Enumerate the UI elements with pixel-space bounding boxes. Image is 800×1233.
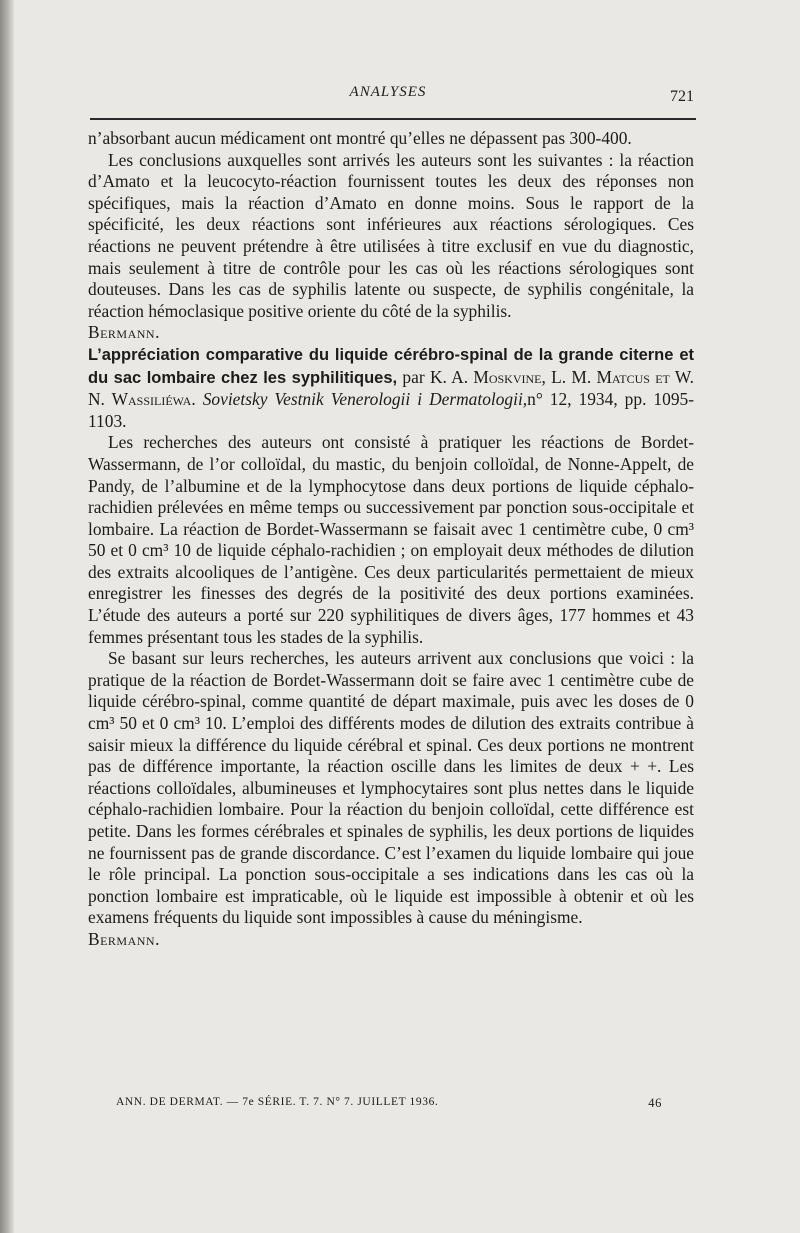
running-title: ANALYSES xyxy=(349,84,427,100)
journal-name: Sovietsky Vestnik Venerologii i Dermatologii, xyxy=(202,389,528,410)
footer-signature-mark: 46 xyxy=(648,1096,662,1110)
signature: Bermann. xyxy=(88,928,160,949)
article-heading xyxy=(88,344,694,432)
paragraph-conclusions: Les conclusions auxquelles sont arrivés les auteurs sont les suivantes : la réaction d’Amato et la leucocyto-réaction fournissent toutes les deux des réponses non spécifiques, mais la réaction d’Amato en donne moins. Sous le rapport de la spécificité, les deux réactions sont inférieures aux réactions sérologiques. Ces réactions ne peuvent prétendre à être utilisées à titre exclusif en vue du diagnostic, mais seulement à titre de contrôle pour les cas où les réactions sérologiques sont douteuses. Dans les cas de syphilis latente ou suspecte, de syphilis congénitale, la réaction hémoclasique positive oriente du côté de la syphilis. xyxy=(88,149,694,321)
paragraph-continued: n’absorbant aucun médicament ont montré qu’elles ne dépassent pas 300-400. xyxy=(88,128,632,148)
article-authors: K. A. Moskvine, L. M. Matcus et W. N. Wassiliéwa. xyxy=(88,366,695,410)
paragraph-methods: Les recherches des auteurs ont consisté à pratiquer les réactions de Bordet-Wassermann, de l’or colloïdal, du mastic, du benjoin colloïdal, de Nonne-Appelt, de Pandy, de l’albumine et de la lymphocytose dans deux portions de liquide céphalo-rachidien prélevées en même temps ou successivement par ponction sous-occipitale et lombaire. La réaction de Bordet-Wassermann se faisait avec 1 centimètre cube, 0 cm³ 50 et 0 cm³ 10 de liquide céphalo-rachidien ; on employait deux méthodes de dilution des extraits alcooliques de l’antigène. Ces deux particularités permettaient de mieux enregistrer les finesses des degrés de la positivité des deux portions examinées. L’étude des auteurs a porté sur 220 syphilitiques de divers âges, 177 hommes et 43 femmes présentant tous les stades de la syphilis. xyxy=(88,432,694,647)
page-number: 721 xyxy=(670,88,694,105)
header-rule xyxy=(90,118,696,120)
page-footer xyxy=(116,1096,662,1108)
paragraph-results: Se basant sur leurs recherches, les auteurs arrivent aux conclusions que voici : la pratique de la réaction de Bordet-Wassermann doit se faire avec 1 centimètre cube de liquide cérébro-spinal, comme quantité de départ maximale, puis avec les doses de 0 cm³ 50 et 0 cm³ 10. L’emploi des différents modes de dilution des extraits contribue à saisir mieux la différence du liquide cérébral et spinal. Ces deux portions ne montrent pas de différence importante, la réaction oscille dans les limites de deux + +. Les réactions colloïdales, albumineuses et lymphocytaires sont plus nettes dans le liquide céphalo-rachidien lombaire. Pour la réaction du benjoin colloïdal, cette différence est petite. Dans les formes cérébrales et spinales de syphilis, les deux portions de liquides ne fournissent pas de grande discordance. C’est l’examen du liquide lombaire qui joue le rôle principal. La ponction sous-occipitale a ses indications dans les cas où la ponction lombaire est impraticable, où le liquide est impossible à obtenir et où les examens fréquents du liquide sont impossibles à cause du méningisme. xyxy=(88,648,694,928)
book-spine-shadow xyxy=(0,0,14,1233)
footer-journal-ref: ANN. DE DERMAT. — 7e SÉRIE. T. 7. N° 7. JUILLET 1936. xyxy=(116,1096,439,1108)
signature: Bermann. xyxy=(88,322,160,343)
page-body xyxy=(88,128,694,951)
article-by: par xyxy=(402,366,425,387)
article-title: L’appréciation comparative du liquide cérébro-spinal de la grande citerne et du sac lombaire chez les syphilitiques, xyxy=(88,345,694,387)
citation: n° 12, 1934, pp. 1095-1103. xyxy=(88,389,695,431)
running-header xyxy=(82,84,694,106)
